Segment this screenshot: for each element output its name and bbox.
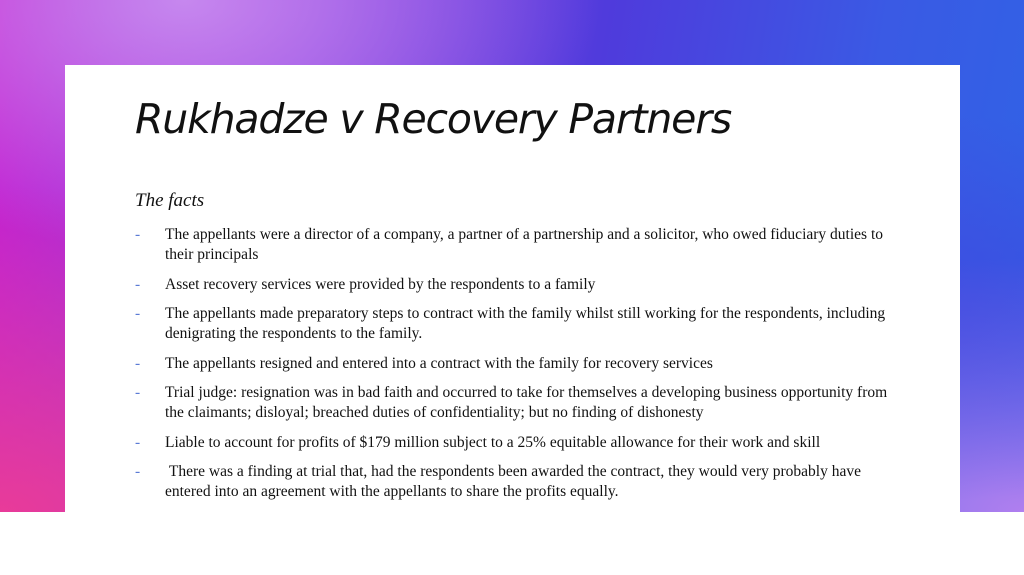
bullet-item (135, 304, 895, 344)
slide-content-card (65, 65, 960, 512)
bullet-dash: - (135, 305, 141, 322)
bullet-dash: - (135, 354, 141, 372)
bullet-text: Liable to account for profits of $179 million subject to a 25% equitable allowance for their work and skill (165, 433, 821, 451)
bullet-dash: - (135, 463, 141, 480)
bullet-item (135, 275, 895, 295)
bullet-text: Asset recovery services were provided by the respondents to a family (165, 275, 596, 293)
bullet-item (135, 433, 895, 453)
bullet-dash: - (135, 275, 141, 293)
section-subtitle: The facts (135, 190, 205, 211)
bullet-dash: - (135, 226, 141, 243)
bullet-text: The appellants resigned and entered into a contract with the family for recovery services (165, 354, 713, 372)
bullet-list (135, 225, 895, 512)
slide-title: Rukhadze v Recovery Partners (135, 95, 732, 143)
bullet-item (135, 383, 895, 423)
bullet-item (135, 462, 895, 502)
bullet-item (135, 354, 895, 374)
bullet-text: There was a finding at trial that, had the respondents been awarded the contract, they would very probably have entered into an agreement with the appellants to share the profits equally. (165, 463, 865, 500)
bullet-text: The appellants were a director of a company, a partner of a partnership and a solicitor, who owed fiduciary duties to their principals (165, 226, 887, 263)
bullet-text: Trial judge: resignation was in bad faith and occurred to take for themselves a developing business opportunity from the claimants; disloyal; breached duties of confidentiality; but no finding of dishonesty (165, 384, 892, 421)
bullet-dash: - (135, 433, 141, 451)
bullet-dash: - (135, 384, 141, 401)
bullet-text: The appellants made preparatory steps to contract with the family whilst still working for the respondents, including denigrating the respondents to the family. (165, 305, 890, 342)
bullet-item (135, 225, 895, 265)
